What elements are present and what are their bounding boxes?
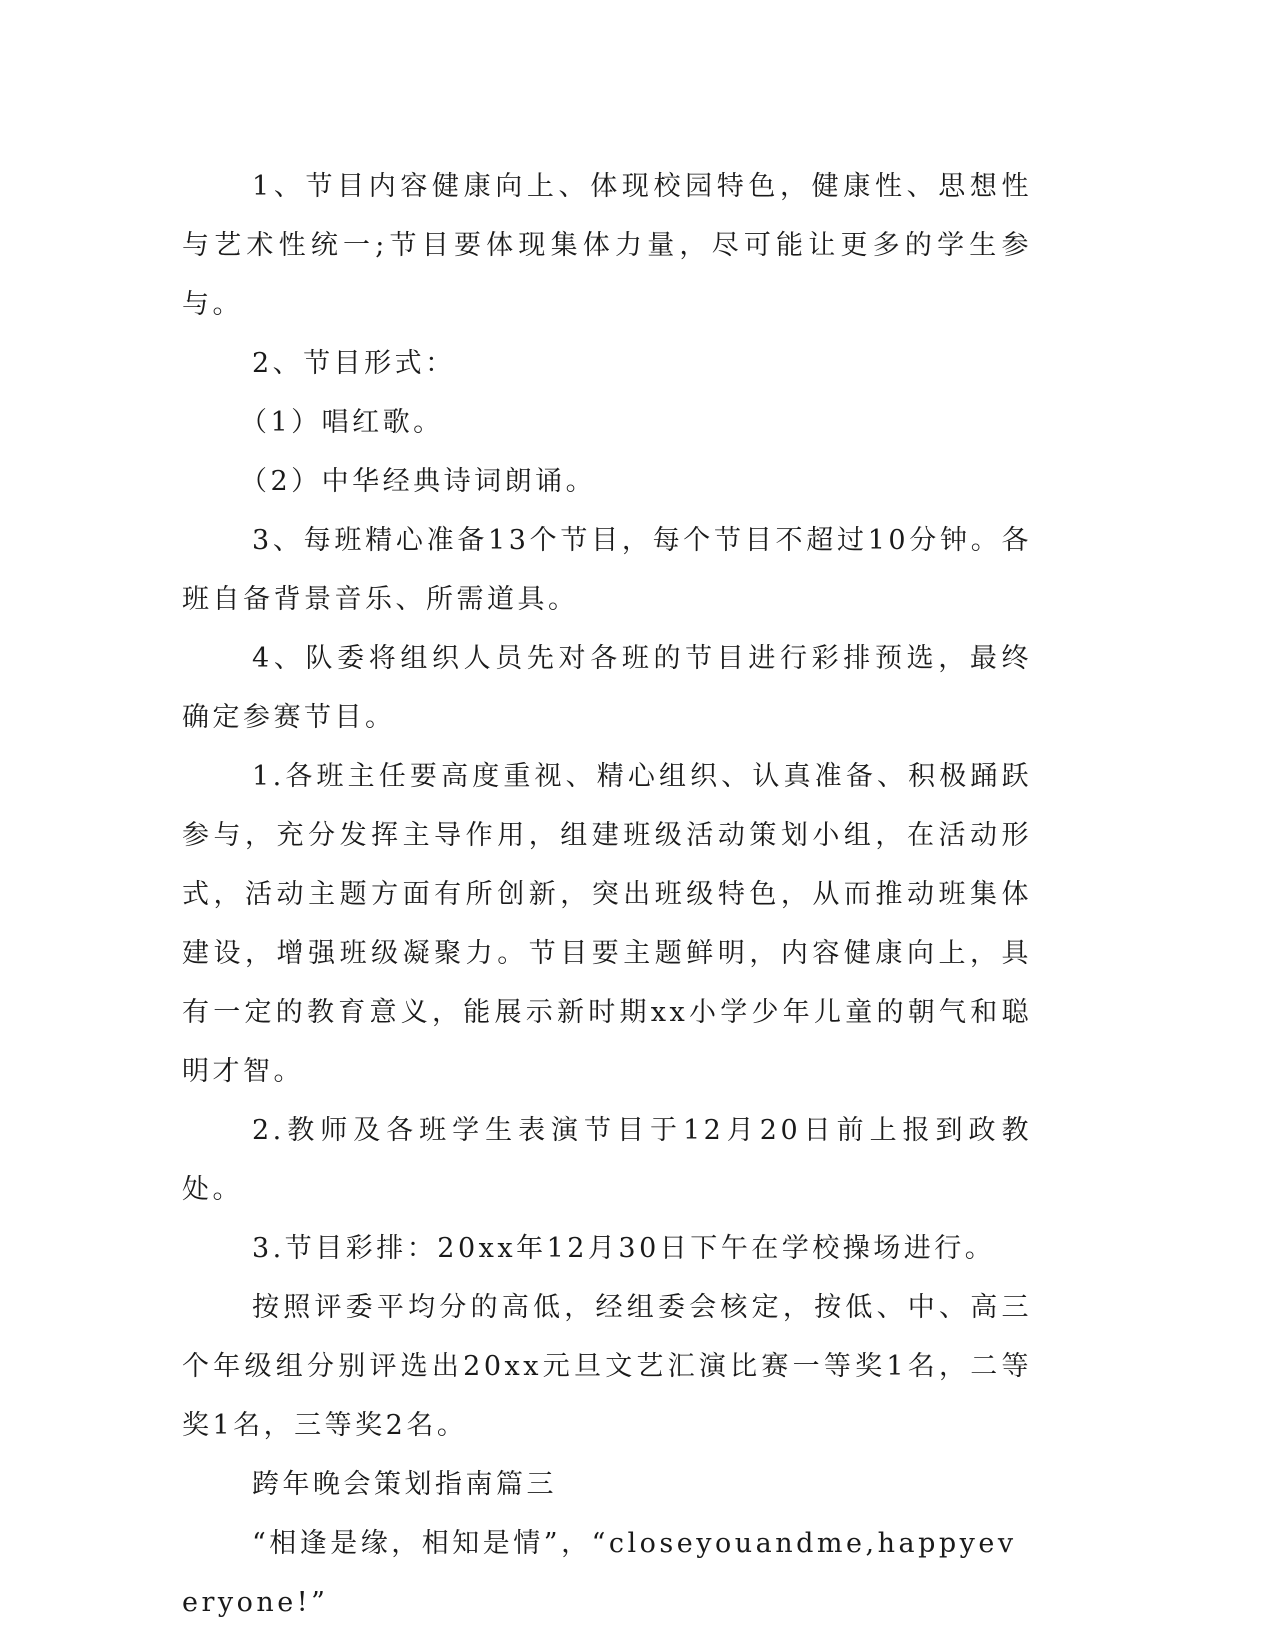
section-heading: 跨年晚会策划指南篇三	[252, 1469, 557, 1500]
paragraph-rehearsal-selection: 4、队委将组织人员先对各班的节目进行彩排预选，最终确定参赛节目。	[182, 643, 1032, 733]
document-body	[182, 157, 1032, 1632]
paragraph-class-preparation: 3、每班精心准备13个节目，每个节目不超过10分钟。各班自备背景音乐、所需道具。	[182, 525, 1032, 615]
paragraph-form-item-2: （2）中华经典诗词朗诵。	[240, 466, 597, 497]
paragraph-form-item-1: （1）唱红歌。	[240, 407, 444, 438]
paragraph-rehearsal-time: 3.节目彩排：20xx年12月30日下午在学校操场进行。	[252, 1233, 996, 1264]
paragraph-program-form: 2、节目形式：	[252, 348, 456, 379]
paragraph-submission-deadline: 2.教师及各班学生表演节目于12月20日前上报到政教处。	[182, 1115, 1032, 1205]
paragraph-teacher-requirements: 1.各班主任要高度重视、精心组织、认真准备、积极踊跃参与，充分发挥主导作用，组建班级活动策划小组，在活动形式，活动主题方面有所创新，突出班级特色，从而推动班集体建设，增强班级凝聚力。节目要主题鲜明，内容健康向上，具有一定的教育意义，能展示新时期xx小学少年儿童的朝气和聪明才智。	[182, 761, 1032, 1087]
paragraph-awards: 按照评委平均分的高低，经组委会核定，按低、中、高三个年级组分别评选出20xx元旦文艺汇演比赛一等奖1名，二等奖1名，三等奖2名。	[182, 1292, 1032, 1441]
paragraph-program-content: 1、节目内容健康向上、体现校园特色，健康性、思想性与艺术性统一;节目要体现集体力量，尽可能让更多的学生参与。	[182, 171, 1032, 320]
paragraph-quote: “相逢是缘，相知是情”，“closeyouandme,happyeveryone!”	[182, 1528, 1017, 1618]
